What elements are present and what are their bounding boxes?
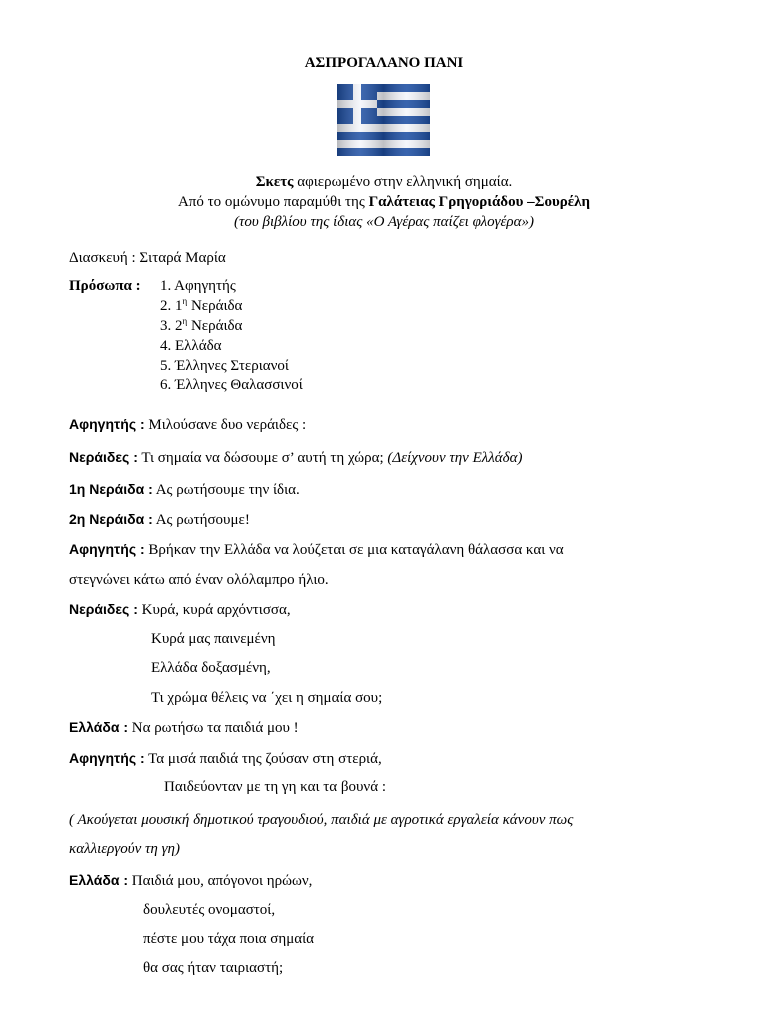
intro-line-1-text: αφιερωμένο στην ελληνική σημαία.: [293, 174, 513, 190]
dialogue-line-5: [69, 541, 564, 559]
dialogue-text: Ας ρωτήσουμε την ίδια.: [152, 482, 300, 498]
person-item-2-text: Νεράιδα: [187, 298, 243, 314]
speaker-fairy-1: 1η Νεράιδα :: [69, 481, 153, 497]
speaker-narrator: Αφηγητής :: [69, 541, 145, 557]
speaker-greece: Ελλάδα :: [69, 872, 128, 888]
person-item-2-num: 2. 1: [160, 298, 183, 314]
person-item-3-num: 3. 2: [160, 318, 183, 334]
document-title: ΑΣΠΡΟΓΑΛΑΝΟ ΠΑΝΙ: [304, 55, 464, 71]
person-item-3: [160, 318, 242, 335]
dialogue-line-9: [69, 872, 312, 890]
greek-flag-image: [337, 84, 430, 156]
dialogue-text: Βρήκαν την Ελλάδα να λούζεται σε μια καταγάλανη θάλασσα και να: [144, 542, 564, 558]
dialogue-line-1: [69, 416, 306, 434]
intro-block: [0, 172, 768, 232]
greek-flag-icon: [337, 84, 430, 156]
author-name: Γαλάτειας Γρηγοριάδου –Σουρέλη: [368, 194, 591, 210]
sketch-word: Σκετς: [255, 174, 294, 190]
dialogue-line-3: [69, 481, 300, 499]
person-item-2: [160, 298, 242, 315]
dialogue-line-6: [69, 601, 291, 619]
speaker-narrator: Αφηγητής :: [69, 750, 145, 766]
person-item-5: 5. Έλληνες Στεριανοί: [160, 358, 289, 374]
dialogue-line-5-cont: στεγνώνει κάτω από έναν ολόλαμπρο ήλιο.: [69, 572, 329, 588]
persons-label: Πρόσωπα :: [69, 278, 141, 294]
speaker-fairies: Νεράιδες :: [69, 601, 138, 617]
dialogue-text: Να ρωτήσω τα παιδιά μου !: [128, 720, 299, 736]
dialogue-text: Παιδιά μου, απόγονοι ηρώων,: [128, 873, 313, 889]
intro-line-2: [0, 192, 768, 212]
stage-direction: (Δείχνουν την Ελλάδα): [387, 450, 523, 466]
speaker-greece: Ελλάδα :: [69, 719, 128, 735]
verse-line: πέστε μου τάχα ποια σημαία: [143, 931, 315, 947]
dialogue-text: Κυρά, κυρά αρχόντισσα,: [137, 602, 291, 618]
dialogue-text: Τι σημαία να δώσουμε σ’ αυτή τη χώρα;: [137, 450, 388, 466]
person-item-3-sup: η: [182, 316, 188, 326]
verse-line: Κυρά μας παινεμένη: [151, 631, 276, 647]
verse-line: Τι χρώμα θέλεις να ΄χει η σημαία σου;: [151, 690, 383, 706]
dialogue-text: Ας ρωτήσουμε!: [152, 512, 250, 528]
dialogue-line-8-cont: Παιδεύονταν με τη γη και τα βουνά :: [164, 779, 386, 795]
speaker-fairies: Νεράιδες :: [69, 449, 138, 465]
person-item-1: 1. Αφηγητής: [160, 278, 236, 294]
verse-line: δουλευτές ονομαστοί,: [143, 902, 276, 918]
dialogue-text: Τα μισά παιδιά της ζούσαν στη στεριά,: [144, 751, 382, 767]
speaker-fairy-2: 2η Νεράιδα :: [69, 511, 153, 527]
adaptation-line: Διασκευή : Σιταρά Μαρία: [69, 250, 226, 266]
person-item-2-sup: η: [182, 296, 188, 306]
dialogue-line-8: [69, 750, 382, 768]
dialogue-line-7: [69, 719, 299, 737]
person-item-3-text: Νεράιδα: [187, 318, 243, 334]
stage-direction-line-2: καλλιεργούν τη γη): [69, 841, 180, 857]
speaker-narrator: Αφηγητής :: [69, 416, 145, 432]
intro-line-1: [0, 172, 768, 192]
verse-line: Ελλάδα δοξασμένη,: [151, 660, 271, 676]
person-item-6: 6. Έλληνες Θαλασσινοί: [160, 377, 303, 393]
dialogue-line-4: [69, 511, 250, 529]
dialogue-line-2: [69, 449, 522, 467]
dialogue-text: Μιλούσανε δυο νεράιδες :: [144, 417, 307, 433]
flag-shading: [337, 84, 430, 156]
stage-direction-line-1: ( Ακούγεται μουσική δημοτικού τραγουδιού, παιδιά με αγροτικά εργαλεία κάνουν πως: [69, 812, 574, 828]
intro-line-3: (του βιβλίου της ίδιας «Ο Αγέρας παίζει φλογέρα»): [234, 214, 534, 230]
person-item-4: 4. Ελλάδα: [160, 338, 222, 354]
intro-line-2-text: Από το ομώνυμο παραμύθι της: [177, 194, 369, 210]
verse-line: θα σας ήταν ταιριαστή;: [143, 960, 284, 976]
